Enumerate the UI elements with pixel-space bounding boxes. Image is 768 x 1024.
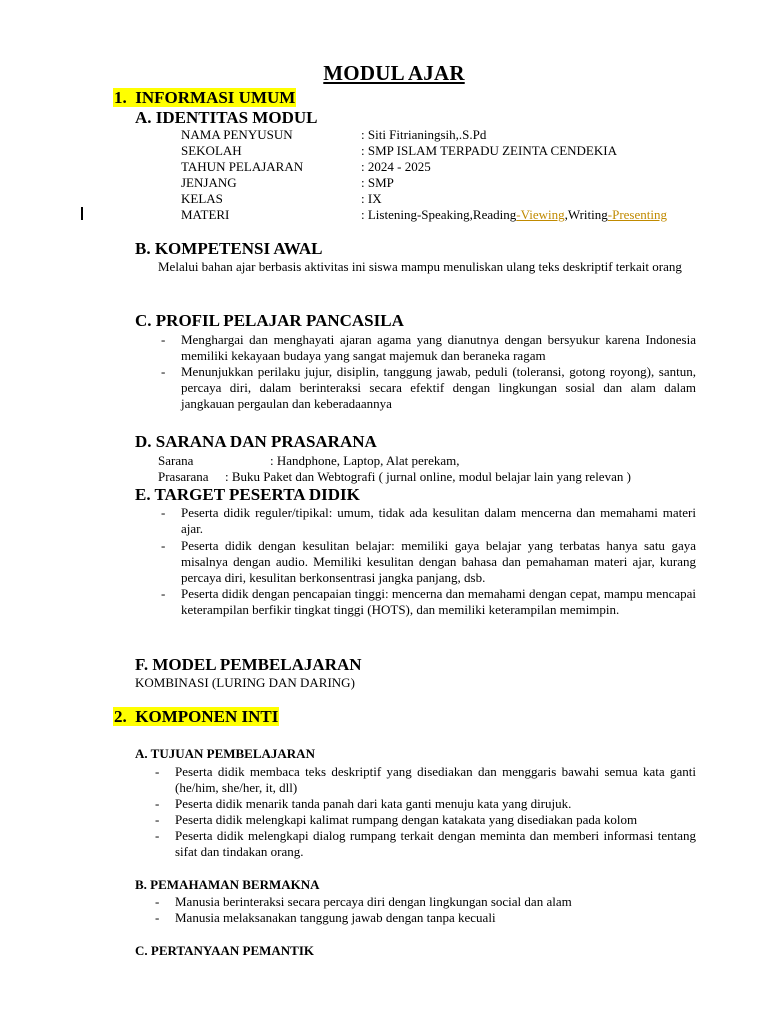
list-item — [155, 796, 696, 812]
text-cursor — [81, 207, 83, 220]
sarana-value: : Handphone, Laptop, Alat perekam, — [270, 453, 460, 468]
list-item — [161, 538, 696, 586]
list-item-text: Peserta didik reguler/tipikal: umum, tidak ada kesulitan dalam mencerna dan memahami materi ajar. — [181, 505, 696, 536]
target-heading: E. TARGET PESERTA DIDIK — [135, 485, 360, 504]
list-item — [155, 910, 696, 926]
identitas-value: : SMP — [361, 175, 394, 190]
list-item-text: Peserta didik dengan kesulitan belajar: memiliki gaya belajar yang terbatas hanya satu gaya misalnya dengan audio. Memiliki kesulitan dengan bahasa dan pemahaman materi ajar, kurang percaya diri, kesulitan berkonsentrasi jangka panjang, dsb. — [181, 538, 696, 585]
document-title: MODUL AJAR — [323, 61, 465, 85]
bullet-dash: - — [161, 586, 166, 601]
bullet-dash: - — [161, 364, 166, 379]
bullet-dash: - — [155, 894, 160, 909]
section-1-heading — [113, 88, 296, 108]
bullet-dash: - — [155, 796, 160, 811]
list-item-text: Peserta didik membaca teks deskriptif yang disediakan dan menggaris bawahi semua kata ganti (he/him, she/her, it, dll) — [175, 764, 696, 795]
list-item — [161, 332, 696, 364]
pemahaman-heading: B. PEMAHAMAN BERMAKNA — [135, 877, 320, 892]
sarana-label: Sarana — [158, 453, 194, 468]
list-item — [161, 505, 696, 537]
list-item — [155, 894, 696, 910]
identitas-value: : Siti Fitrianingsih,.S.Pd — [361, 127, 487, 142]
materi-part-viewing: -Viewing — [516, 207, 565, 222]
materi-part: : Listening-Speaking,Reading — [361, 207, 517, 222]
bullet-dash: - — [155, 828, 160, 843]
list-item-text: Manusia melaksanakan tanggung jawab dengan tanpa kecuali — [175, 910, 496, 925]
identitas-value: : SMP ISLAM TERPADU ZEINTA CENDEKIA — [361, 143, 617, 158]
section-2-number: 2. — [114, 707, 127, 726]
section-2-heading — [113, 707, 279, 727]
list-item-text: Manusia berinteraksi secara percaya diri dengan lingkungan social dan alam — [175, 894, 572, 909]
kompetensi-text: Melalui bahan ajar berbasis aktivitas ini siswa mampu menuliskan ulang teks deskriptif terkait orang — [158, 259, 682, 274]
list-item — [155, 812, 696, 828]
tujuan-heading: A. TUJUAN PEMBELAJARAN — [135, 746, 315, 761]
bullet-dash: - — [161, 538, 166, 553]
materi-part-presenting: -Presenting — [607, 207, 667, 222]
list-item-text: Menghargai dan menghayati ajaran agama yang dianutnya dengan bersyukur karena Indonesia memiliki kekayaan budaya yang sangat majemuk dan beraneka ragam — [181, 332, 696, 363]
list-item-text: Peserta didik menarik tanda panah dari kata ganti menuju kata yang dirujuk. — [175, 796, 572, 811]
list-item-text: Menunjukkan perilaku jujur, disiplin, tanggung jawab, peduli (toleransi, gotong royong), santun, percaya diri, dalam berinteraksi secara efektif dengan lingkungan sosial dan alam dalam jangkauan pergaulan dan keberadaannya — [181, 364, 696, 411]
sarana-heading: D. SARANA DAN PRASARANA — [135, 432, 377, 451]
bullet-dash: - — [161, 505, 166, 520]
list-item-text: Peserta didik melengkapi dialog rumpang terkait dengan meminta dan memberi informasi tentang sifat dan tindakan orang. — [175, 828, 696, 859]
bullet-dash: - — [155, 764, 160, 779]
bullet-dash: - — [155, 812, 160, 827]
identitas-label: KELAS — [181, 191, 223, 206]
identitas-label: JENJANG — [181, 175, 237, 190]
bullet-dash: - — [155, 910, 160, 925]
model-heading: F. MODEL PEMBELAJARAN — [135, 655, 362, 674]
section-1-number: 1. — [114, 88, 127, 107]
prasarana-value: : Buku Paket dan Webtografi ( jurnal online, modul belajar lain yang relevan ) — [225, 469, 631, 484]
identitas-label: MATERI — [181, 207, 230, 222]
identitas-label: SEKOLAH — [181, 143, 242, 158]
identitas-value: : IX — [361, 191, 382, 206]
identitas-label: TAHUN PELAJARAN — [181, 159, 304, 174]
section-1-label: INFORMASI UMUM — [135, 88, 296, 107]
bullet-dash: - — [161, 332, 166, 347]
identitas-value-materi — [361, 207, 667, 223]
identitas-value: : 2024 - 2025 — [361, 159, 431, 174]
pertanyaan-heading: C. PERTANYAAN PEMANTIK — [135, 943, 315, 958]
materi-part: ,Writing — [564, 207, 608, 222]
identitas-heading: A. IDENTITAS MODUL — [135, 108, 318, 127]
section-2-label: KOMPONEN INTI — [135, 707, 279, 726]
list-item-text: Peserta didik melengkapi kalimat rumpang dengan katakata yang disediakan pada kolom — [175, 812, 638, 827]
list-item — [161, 586, 696, 618]
model-text: KOMBINASI (LURING DAN DARING) — [135, 675, 355, 690]
profil-heading: C. PROFIL PELAJAR PANCASILA — [135, 311, 404, 330]
list-item-text: Peserta didik dengan pencapaian tinggi: mencerna dan memahami dengan cepat, mampu mencapai keterampilan berfikir tingkat tinggi (HOTS), dan memiliki keterampilan memimpin. — [181, 586, 696, 617]
identitas-label: NAMA PENYUSUN — [181, 127, 293, 142]
kompetensi-heading: B. KOMPETENSI AWAL — [135, 239, 323, 258]
list-item — [161, 364, 696, 412]
prasarana-label: Prasarana — [158, 469, 209, 484]
list-item — [155, 764, 696, 796]
list-item — [155, 828, 696, 860]
